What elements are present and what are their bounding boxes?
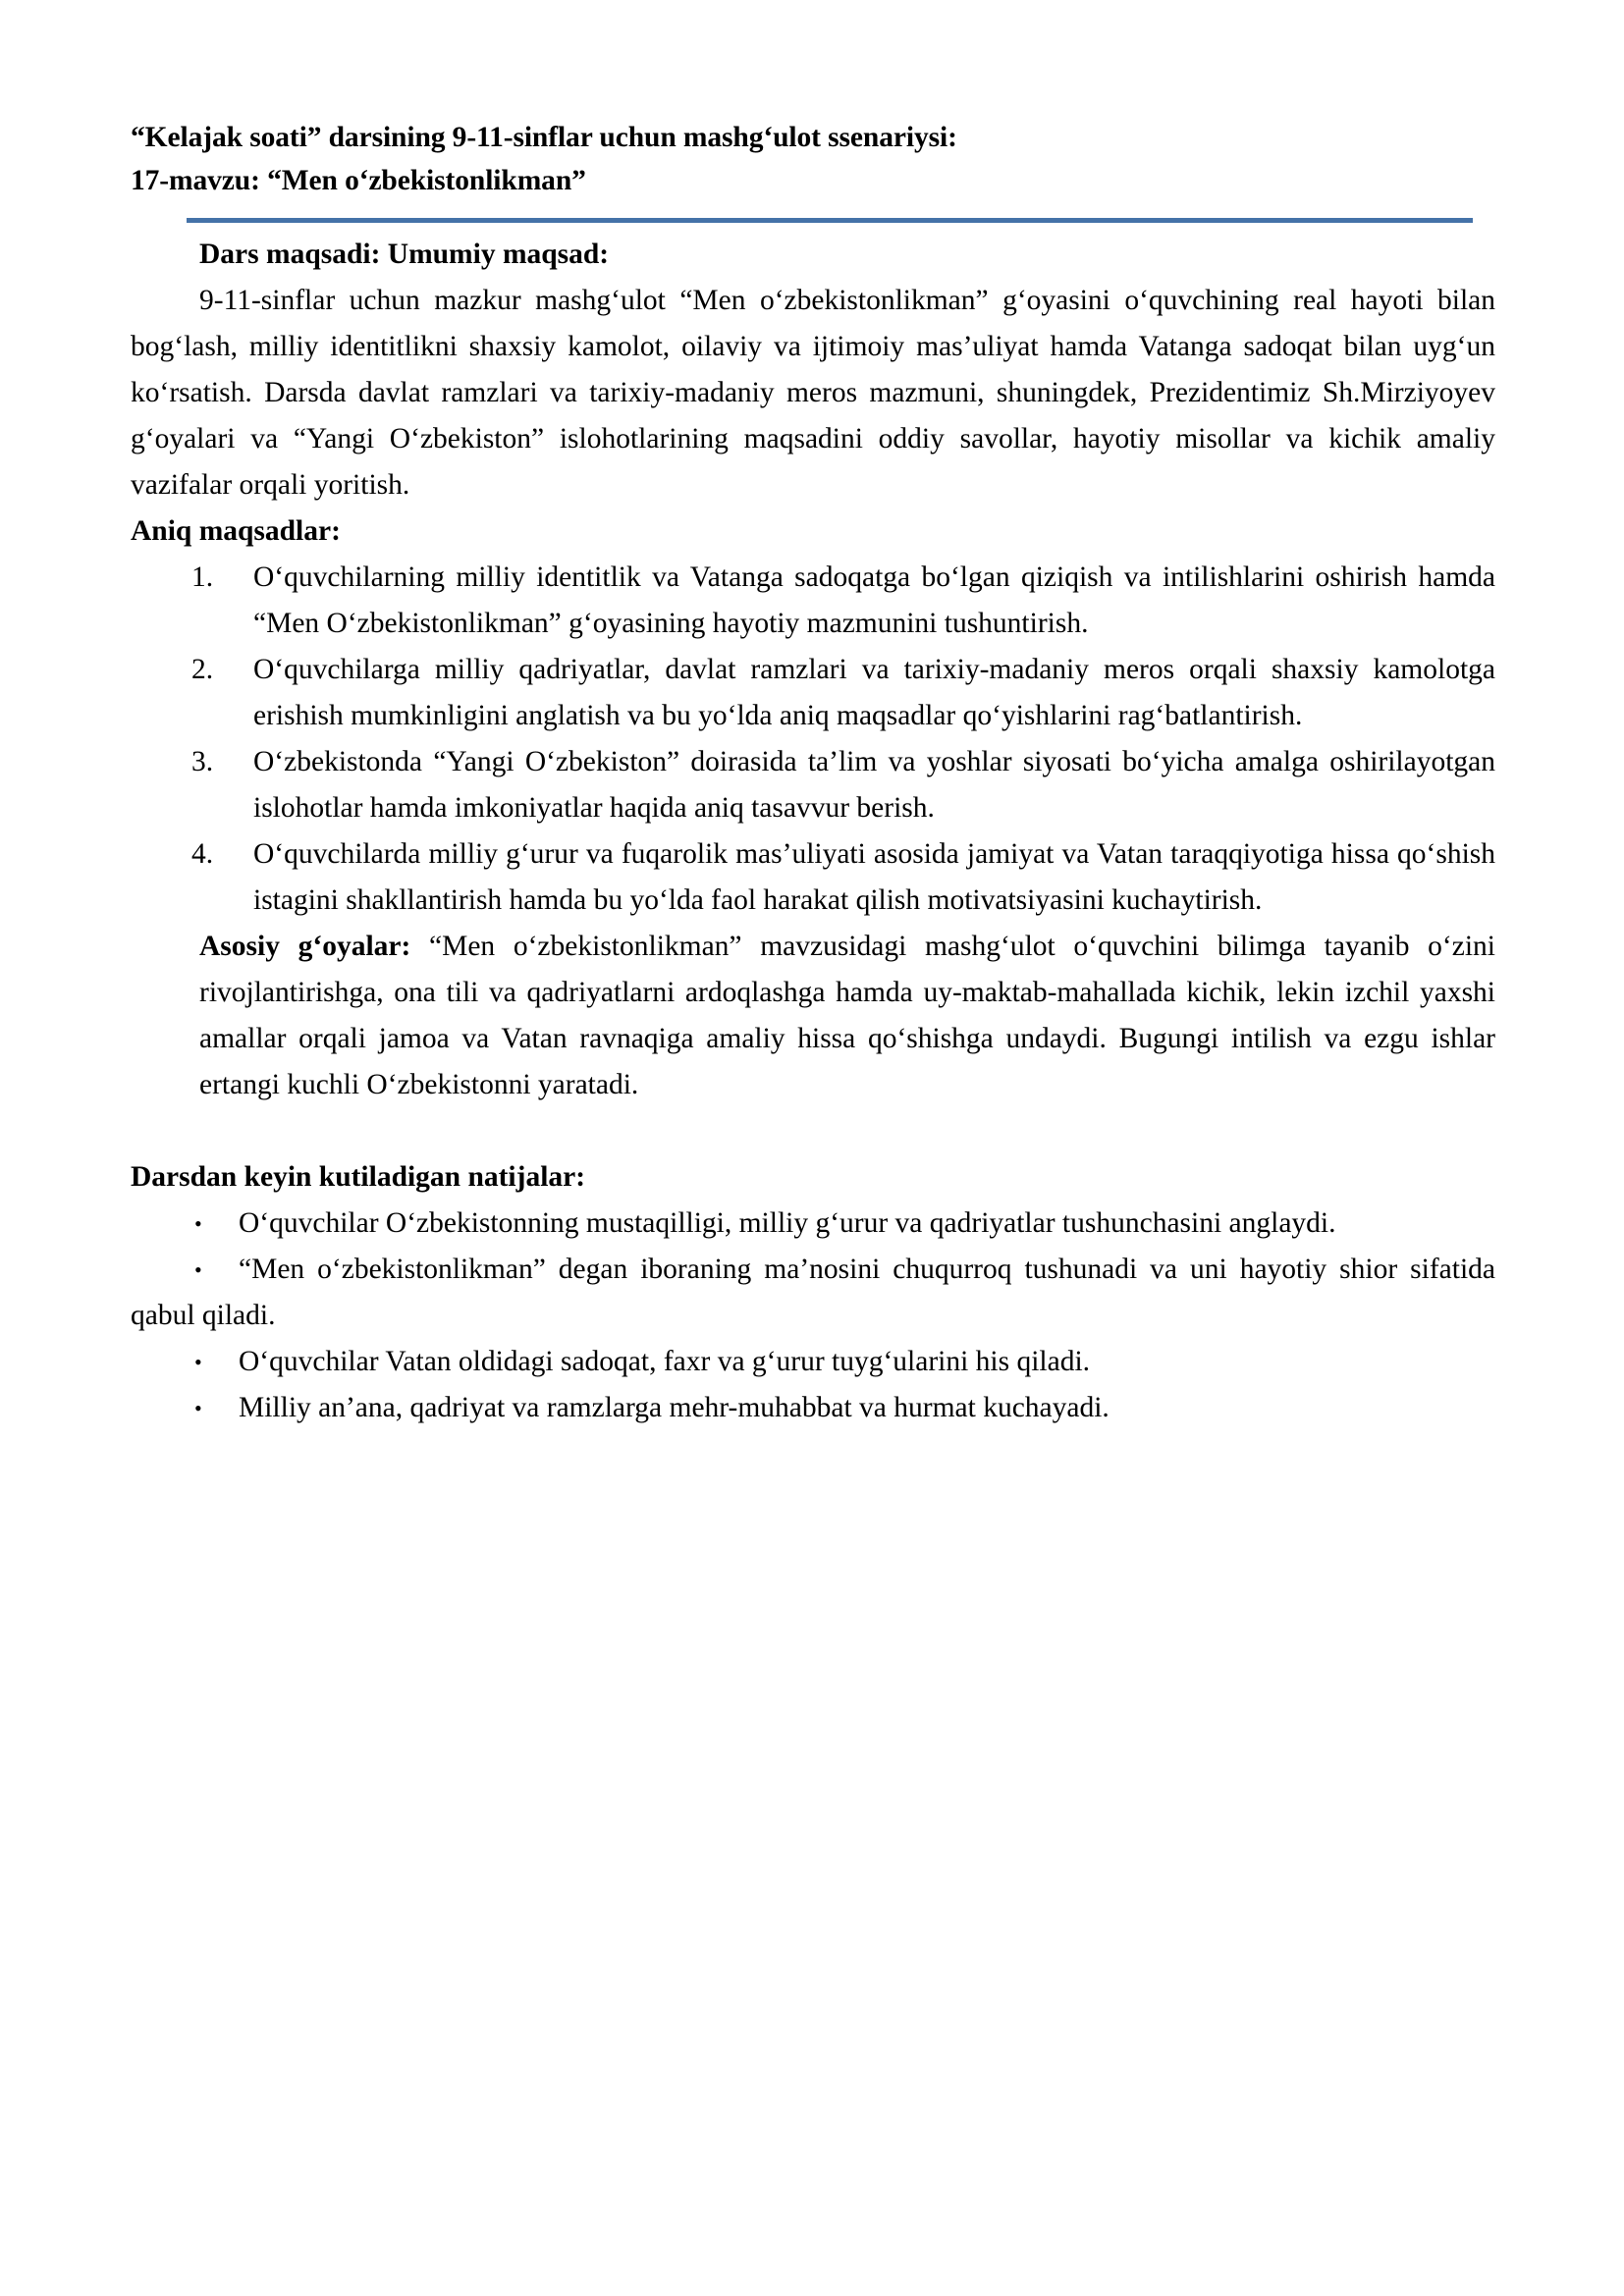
horizontal-rule bbox=[187, 218, 1473, 223]
bullet-icon: • bbox=[194, 1350, 202, 1374]
list-item bbox=[131, 647, 1495, 739]
objectives-list bbox=[131, 555, 1495, 924]
main-ideas-text: “Men o‘zbekistonlikman” mavzusidagi mashg‘ulot o‘quvchini bilimga tayanib o‘zini rivojlantirishga, ona tili va qadriyatlarni ardoqlashga hamda uy-maktab-mahallada kichik, lekin izchil yaxshi amallar orqali jamoa va Vatan ravnaqiga amaliy hissa qo‘shishga undaydi. Bugungi intilish va ezgu ishlar ertangi kuchli O‘zbekistonni yaratadi. bbox=[199, 931, 1495, 1100]
outcomes-list bbox=[131, 1201, 1495, 1431]
list-item bbox=[131, 1247, 1495, 1339]
list-item bbox=[131, 1339, 1495, 1385]
main-ideas-space bbox=[410, 931, 429, 962]
section-spacer bbox=[131, 1108, 1495, 1154]
list-item-text: O‘zbekistonda “Yangi O‘zbekiston” doirasida ta’lim va yoshlar siyosati bo‘yicha amalga oshirilayotgan islohotlar hamda imkoniyatlar haqida aniq tasavvur berish. bbox=[253, 746, 1495, 824]
bullet-icon: • bbox=[194, 1396, 202, 1420]
main-ideas-label: Asosiy g‘oyalar: bbox=[199, 931, 411, 962]
title-divider-wrap bbox=[131, 202, 1495, 232]
list-item-text: O‘quvchilarga milliy qadriyatlar, davlat ramzlari va tarixiy-madaniy meros orqali shaxsiy kamolotga erishish mumkinligini anglatish va bu yo‘lda aniq maqsadlar qo‘yishlarini rag‘batlantirish. bbox=[253, 654, 1495, 731]
objectives-heading: Aniq maqsadlar: bbox=[131, 515, 341, 547]
bullet-icon: • bbox=[194, 1257, 202, 1282]
list-item-text: O‘quvchilarda milliy g‘urur va fuqarolik mas’uliyati asosida jamiyat va Vatan taraqqiyotiga hissa qo‘shish istagini shakllantirish hamda bu yo‘lda faol harakat qilish motivatsiyasini kuchaytirish. bbox=[253, 838, 1495, 916]
list-marker: 3. bbox=[191, 746, 214, 777]
list-item bbox=[131, 1201, 1495, 1247]
list-item-text: O‘quvchilar Vatan oldidagi sadoqat, faxr va g‘urur tuyg‘ularini his qiladi. bbox=[239, 1346, 1091, 1377]
document-body bbox=[131, 116, 1495, 1431]
lesson-goal-heading: Dars maqsadi: Umumiy maqsad: bbox=[199, 239, 610, 270]
list-item-text: “Men o‘zbekistonlikman” degan iboraning ma’nosini chuqurroq tushunadi va uni hayotiy shior sifatida qabul qiladi. bbox=[131, 1254, 1495, 1331]
lesson-goal-paragraph: 9-11-sinflar uchun mazkur mashg‘ulot “Men o‘zbekistonlikman” g‘oyasini o‘quvchining real hayoti bilan bog‘lash, milliy identitlikni shaxsiy kamolot, oilaviy va ijtimoiy mas’uliyat hamda Vatanga sadoqat bilan uyg‘un ko‘rsatish. Darsda davlat ramzlari va tarixiy-madaniy meros mazmuni, shuningdek, Prezidentimiz Sh.Mirziyoyev g‘oyalari va “Yangi O‘zbekiston” islohotlarining maqsadini oddiy savollar, hayotiy misollar va kichik amaliy vazifalar orqali yoritish. bbox=[131, 285, 1495, 501]
list-item bbox=[131, 1385, 1495, 1431]
list-marker: 4. bbox=[191, 838, 214, 870]
list-item-text: O‘quvchilar O‘zbekistonning mustaqilligi, milliy g‘urur va qadriyatlar tushunchasini anglaydi. bbox=[239, 1207, 1336, 1239]
bullet-icon: • bbox=[194, 1211, 202, 1236]
title-line-1: “Kelajak soati” darsining 9-11-sinflar uchun mashg‘ulot ssenariysi: bbox=[131, 122, 957, 153]
list-marker: 2. bbox=[191, 654, 214, 685]
list-item bbox=[131, 831, 1495, 924]
list-item bbox=[131, 739, 1495, 831]
list-item-text: Milliy an’ana, qadriyat va ramzlarga mehr-muhabbat va hurmat kuchayadi. bbox=[239, 1392, 1110, 1423]
main-ideas-paragraph bbox=[131, 924, 1495, 1108]
list-marker: 1. bbox=[191, 561, 214, 593]
document-title bbox=[131, 116, 1495, 202]
list-item bbox=[131, 555, 1495, 647]
outcomes-heading: Darsdan keyin kutiladigan natijalar: bbox=[131, 1161, 586, 1193]
title-line-2: 17-mavzu: “Men o‘zbekistonlikman” bbox=[131, 165, 586, 196]
list-item-text: O‘quvchilarning milliy identitlik va Vatanga sadoqatga bo‘lgan qiziqish va intilishlarini oshirish hamda “Men O‘zbekistonlikman” g‘oyasining hayotiy mazmunini tushuntirish. bbox=[253, 561, 1495, 639]
